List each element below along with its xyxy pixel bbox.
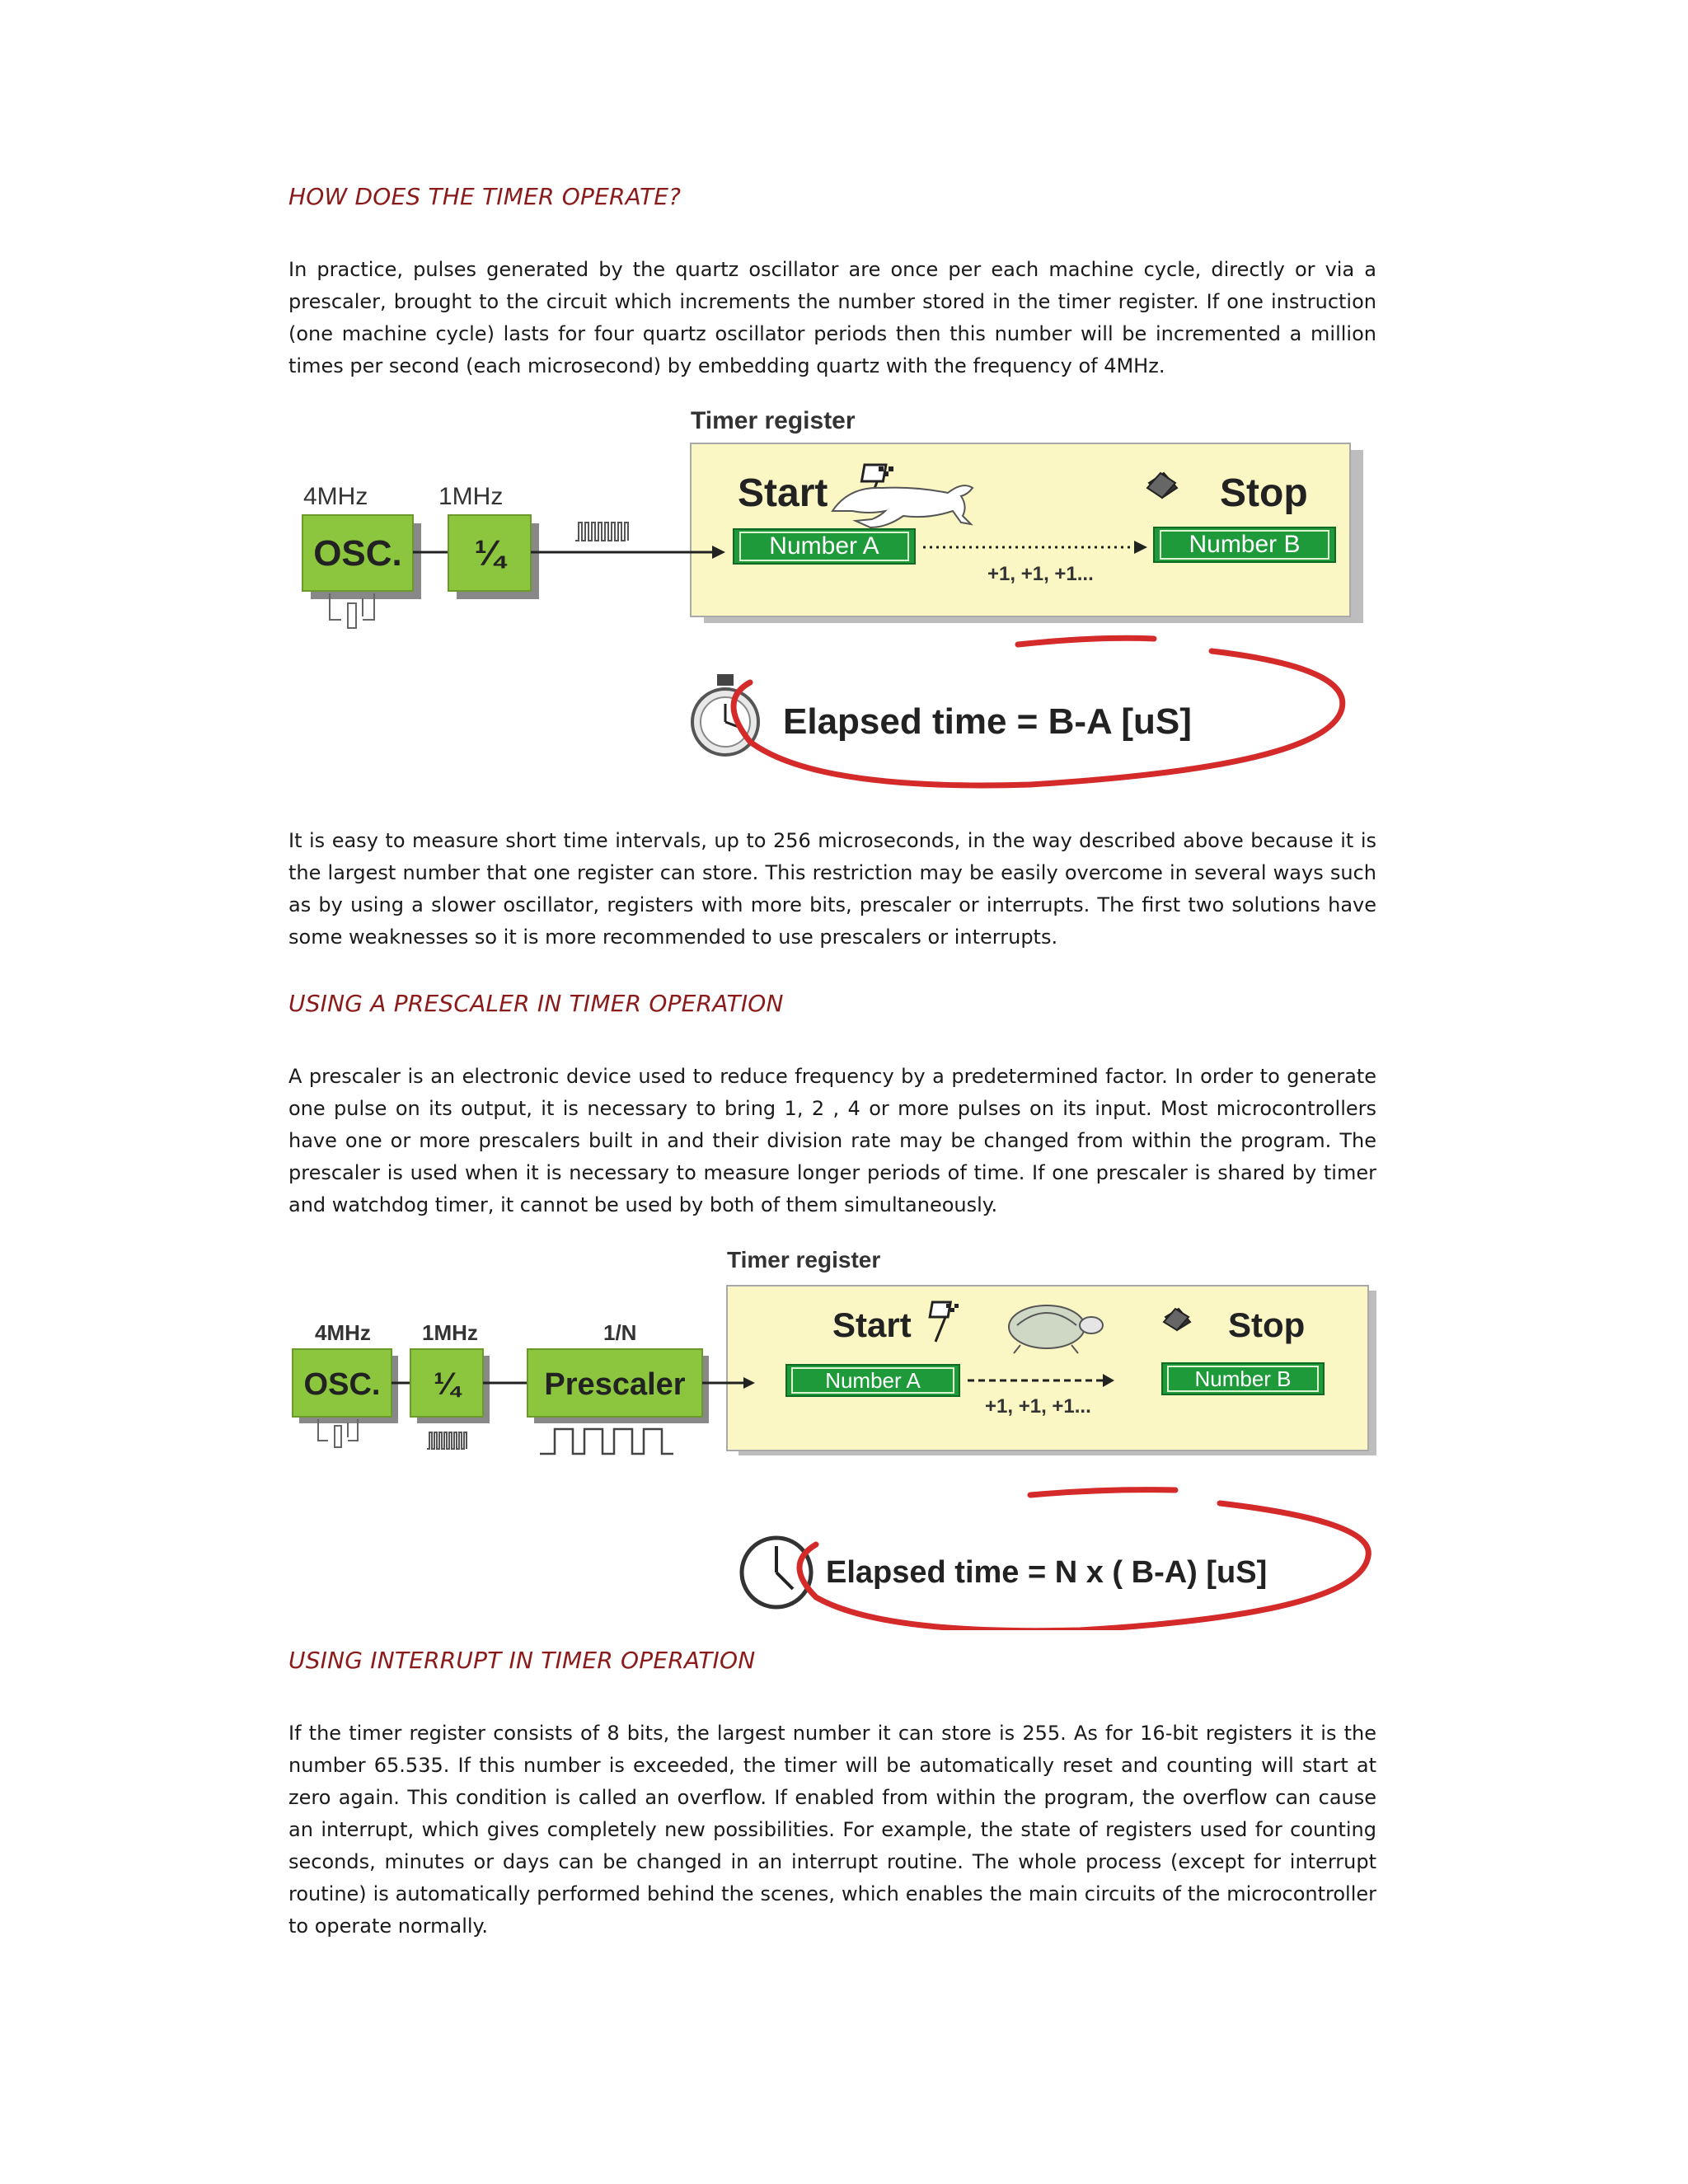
increment-label: +1, +1, +1... — [987, 563, 1094, 585]
paragraph-prescaler: A prescaler is an electronic device used to reduce frequency by a predetermined factor. In order to generate one pulse on its output, it is necessary to bring 1, 2 , 4 or more pulses on its input. Most microcontrollers have one or more prescalers built in and their division rate may be changed from within the program. The prescaler is used when it is necessary to measure longer periods of time. If one prescaler is shared by timer and watchdog timer, it cannot be used by both of them simultaneously. — [288, 1065, 1376, 1216]
number-b-label: Number B — [1194, 1366, 1292, 1391]
elapsed-time-label: Elapsed time = N x ( B-A) [uS] — [826, 1555, 1268, 1590]
divider-label: ¼ — [434, 1367, 460, 1402]
paragraph-timer-operation: In practice, pulses generated by the quartz oscillator are once per each machine cycle, directly or via a prescaler, brought to the circuit which increments the number stored in the timer register. If one instruction (one machine cycle) lasts for four quartz oscillator periods then this number will be incremented a million times per second (each microsecond) by embedding quartz with the frequency of 4MHz. — [288, 258, 1376, 377]
crystal-icon — [318, 1419, 358, 1447]
timer-register-label: Timer register — [727, 1247, 881, 1272]
prescaler-label: Prescaler — [544, 1367, 686, 1402]
freq-osc-label: 4MHz — [303, 483, 368, 510]
freq-osc-label: 4MHz — [315, 1320, 371, 1345]
increment-label: +1, +1, +1... — [985, 1395, 1091, 1418]
heading-interrupt: USING INTERRUPT IN TIMER OPERATION — [288, 1647, 756, 1674]
number-a-label: Number A — [825, 1368, 921, 1393]
number-b-label: Number B — [1189, 531, 1301, 558]
start-label: Start — [832, 1305, 912, 1344]
stop-label: Stop — [1228, 1305, 1306, 1344]
pulse-train-icon — [575, 523, 628, 541]
pulse-train-icon — [427, 1432, 467, 1449]
elapsed-time-label: Elapsed time = B-A [uS] — [783, 701, 1192, 742]
divider-label: ¼ — [474, 533, 505, 574]
freq-prescaler-label: 1/N — [603, 1320, 637, 1345]
heading-prescaler: USING A PRESCALER IN TIMER OPERATION — [288, 990, 784, 1017]
timer-diagram-1 — [288, 404, 1376, 799]
paragraph-interrupt: If the timer register consists of 8 bits, the largest number it can store is 255. As for 16-bit registers it is the number 65.535. If this number is exceeded, the timer will be automatically reset and counting will start at zero again. This condition is called an overflow. If enabled from within the program, the overflow can cause an interrupt, which gives completely new possibilities. For example, the state of registers used for counting seconds, minutes or days can be changed in an interrupt routine. The whole process (except for interrupt routine) is automatically performed behind the scenes, which enables the main circuits of the microcontroller to operate normally. — [288, 1722, 1376, 1938]
freq-div-label: 1MHz — [438, 483, 504, 510]
square-wave-icon — [540, 1429, 673, 1454]
paragraph-short-intervals: It is easy to measure short time intervals, up to 256 microseconds, in the way described above because it is the largest number that one register can store. This restriction may be easily overcome in several ways such as by using a slower oscillator, registers with more bits, prescaler or interrupts. The first two solutions have some weaknesses so it is more recommended to use prescalers or interrupts. — [288, 829, 1376, 949]
heading-timer-operation: HOW DOES THE TIMER OPERATE? — [288, 183, 682, 210]
osc-label: OSC. — [313, 533, 402, 574]
osc-label: OSC. — [303, 1367, 381, 1402]
timer-diagram-2 — [288, 1243, 1376, 1630]
timer-register-label: Timer register — [691, 407, 856, 434]
freq-div-label: 1MHz — [422, 1320, 478, 1345]
stop-label: Stop — [1220, 471, 1308, 515]
number-a-label: Number A — [769, 532, 879, 560]
start-label: Start — [738, 471, 828, 515]
